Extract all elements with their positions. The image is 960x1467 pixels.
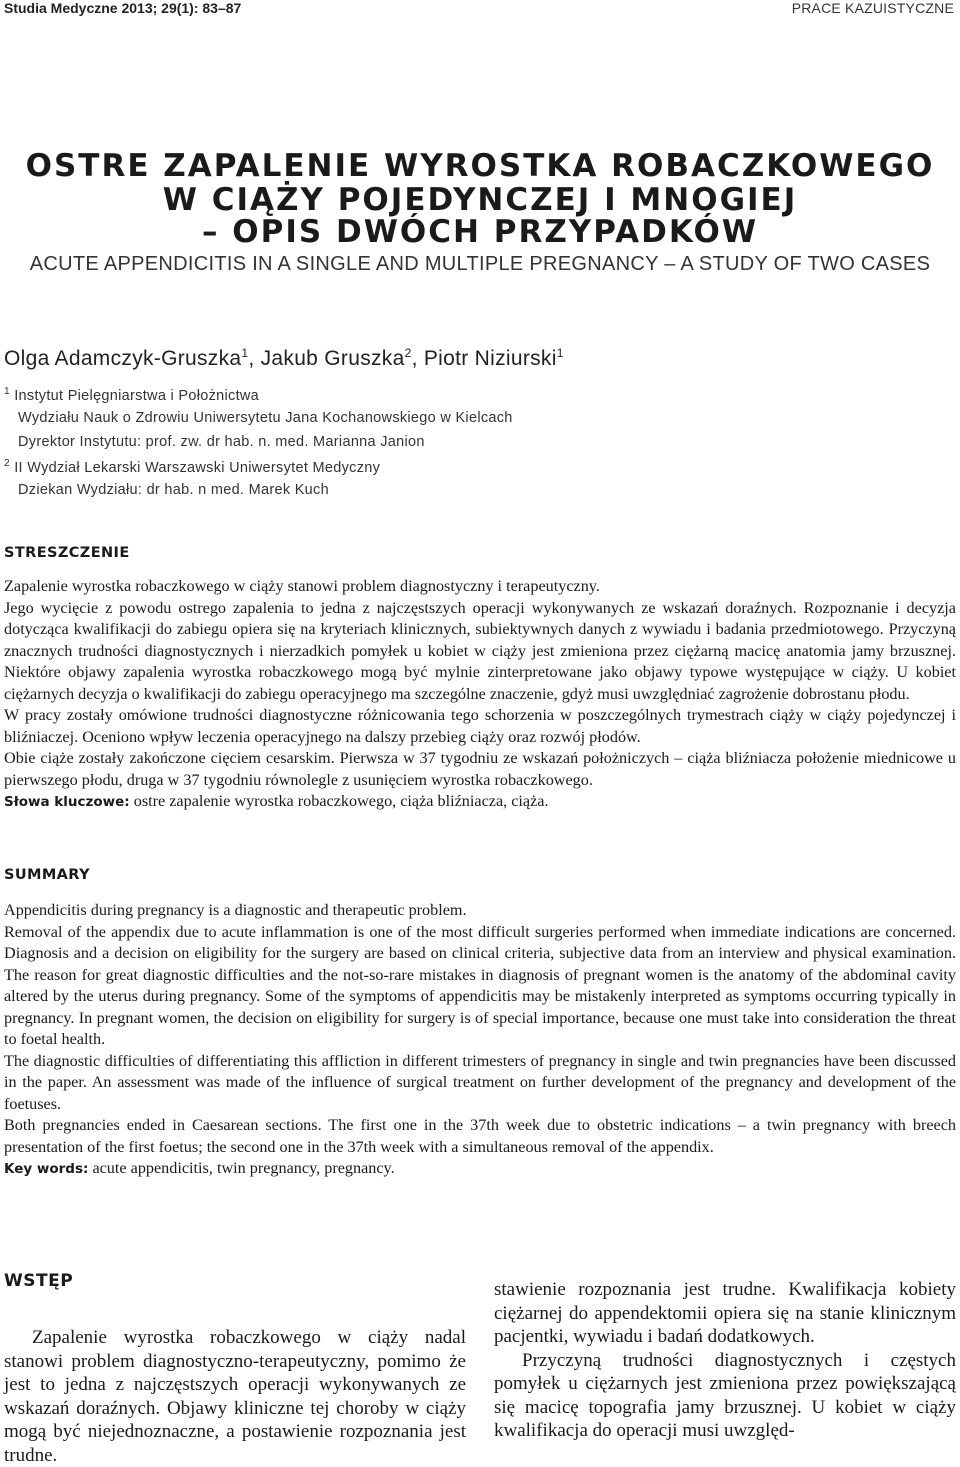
keywords-label: Key words: <box>4 1161 89 1177</box>
section-heading-introduction: WSTĘP <box>4 1271 74 1291</box>
affiliation-line <box>4 434 425 450</box>
english-title: ACUTE APPENDICITIS IN A SINGLE AND MULTIPLE PREGNANCY – A STUDY OF TWO CASES <box>29 253 931 275</box>
affiliation-mark: 1 <box>4 386 10 397</box>
abstract-paragraph: Zapalenie wyrostka robaczkowego w ciąży stanowi problem diagnostyczny i terapeutyczny. <box>4 577 600 595</box>
abstract-paragraph: W pracy zostały omówione trudności diagnostyczne różnicowania tego schorzenia w poszczególnych trymestrach ciąży w ciąży pojedynczej i bliźniaczej. Oceniono wpływ leczenia operacyjnego na dalszy przebieg ciąży oraz rozwój płodów. <box>4 706 956 746</box>
abstract-pl <box>4 576 956 814</box>
affiliation-text: Instytut Pielęgniarstwa i Położnictwa <box>14 387 260 404</box>
abstract-paragraph: Jego wycięcie z powodu ostrego zapalenia to jedna z najczęstszych operacji wykonywanych ze wskazań doraźnych. Rozpoznanie i decyzja dotycząca kwalifikacji do zabiegu opiera się na kryteriach klinicznych, subiektywnych danych z wywiadu i badania przedmiotowego. Przyczyną znacznych trudności diagnostycznych i nierzadkich pomyłek u kobiet w ciąży jest zmieniona przez ciężarną macicę anatomia jamy brzusznej. Niektóre objawy zapalenia wyrostka robaczkowego mogą być mylnie zinterpretowane jako objawy typowe występujące w ciąży. U kobiet ciężarnych decyzja o kwalifikacji do zabiegu operacyjnego ma szczególne znaczenie, gdyż musi uwzględniać zagrożenie dobrostanu płodu. <box>4 598 956 703</box>
affiliation-text: II Wydział Lekarski Warszawski Uniwersytet Medyczny <box>14 459 381 476</box>
keywords-label: Słowa kluczowe: <box>4 794 130 810</box>
title-line-3: – OPIS DWÓCH PRZYPADKÓW <box>201 214 759 250</box>
title-line-1: OSTRE ZAPALENIE WYROSTKA ROBACZKOWEGO <box>25 148 935 184</box>
author-affiliation-mark: 1 <box>556 346 564 360</box>
keywords-pl <box>4 791 956 814</box>
author-name: Olga Adamczyk-Gruszka <box>4 347 242 370</box>
author-name: , Jakub Gruszka <box>248 347 405 370</box>
author-list <box>4 346 564 371</box>
abstract-paragraph: The diagnostic difficulties of differentiating this affliction in different trimesters of pregnancy in single and twin pregnancies have been discussed in the paper. An assessment was made of the influence of surgical treatment on further development of the pregnancy and development of the foetuses. <box>4 1051 956 1113</box>
affiliation-text: Dziekan Wydziału: dr hab. n med. Marek Kuch <box>18 482 329 498</box>
abstract-heading-pl: STRESZCZENIE <box>4 545 130 561</box>
intro-paragraph: Przyczyną trudności diagnostycznych i częstych pomyłek u ciężarnych jest zmieniona przez powiększającą się macicę topografia jamy brzusznej. U kobiet w ciąży kwalifikacja do operacji musi uwzględ- <box>494 1349 956 1441</box>
abstract-en <box>4 900 956 1181</box>
abstract-paragraph: Obie ciąże zostały zakończone cięciem cesarskim. Pierwsza w 37 tygodniu ze wskazań położniczych – ciąża bliźniacza położenie miednicowe u pierwszego płodu, druga w 37 tygodniu równolegle z usunięciem wyrostka robaczkowego. <box>4 749 956 789</box>
keywords-en <box>4 1158 956 1181</box>
intro-paragraph: stawienie rozpoznania jest trudne. Kwalifikacja kobiety ciężarnej do appendektomii opiera się na stanie klinicznym pacjentki, wywiadu i badań dodatkowych. <box>494 1279 956 1347</box>
keywords-text: ostre zapalenie wyrostka robaczkowego, ciąża bliźniacza, ciąża. <box>129 792 549 810</box>
affiliation-line <box>4 410 513 426</box>
author-name: , Piotr Niziurski <box>411 347 557 370</box>
abstract-paragraph: Appendicitis during pregnancy is a diagnostic and therapeutic problem. <box>4 901 467 919</box>
affiliation-text: Dyrektor Instytutu: prof. zw. dr hab. n. med. Marianna Janion <box>18 434 425 450</box>
keywords-text: acute appendicitis, twin pregnancy, pregnancy. <box>88 1159 395 1177</box>
affiliation-text: Wydziału Nauk o Zdrowiu Uniwersytetu Jana Kochanowskiego w Kielcach <box>18 410 513 426</box>
author-affiliation-mark: 2 <box>404 346 412 360</box>
affiliation-line <box>4 458 380 476</box>
intro-column-right <box>494 1278 956 1446</box>
author-affiliation-mark: 1 <box>241 346 249 360</box>
abstract-paragraph: Removal of the appendix due to acute inflammation is one of the most difficult surgeries performed when immediate indications are concerned. Diagnosis and a decision on eligibility for the surgery are based on clinical criteria, subjective data from an interview and physical examination. The reason for great diagnostic difficulties and the not-so-rare mistakes in diagnosis of pregnant women is the anatomy of the abdominal cavity altered by the uterus during pregnancy. Some of the symptoms of appendicitis may be mistakenly interpreted as symptoms occurring typically in pregnancy. In pregnant women, the decision on eligibility for surgery is of special importance, because one must take into consideration the threat to foetal health. <box>4 922 956 1048</box>
title-line-2: W CIĄŻY POJEDYNCZEJ I MNOGIEJ <box>162 182 798 218</box>
affiliation-line <box>4 386 259 404</box>
intro-paragraph: Zapalenie wyrostka robaczkowego w ciąży nadal stanowi problem diagnostyczno-terapeutyczny, pomimo że jest to jedna z najczęstszych operacji wykonywanych ze wskazań doraźnych. Objawy kliniczne tej choroby w ciąży mogą być niejednoznaczne, a postawienie rozpoznania jest trudne. <box>4 1327 466 1466</box>
intro-column-left <box>4 1326 466 1466</box>
abstract-heading-en: SUMMARY <box>4 867 90 883</box>
journal-citation: Studia Medyczne 2013; 29(1): 83–87 <box>4 0 242 16</box>
affiliation-line <box>4 482 329 498</box>
affiliation-mark: 2 <box>4 458 10 469</box>
section-label: PRACE KAZUISTYCZNE <box>791 0 954 16</box>
abstract-paragraph: Both pregnancies ended in Caesarean sections. The first one in the 37th week due to obstetric indications – a twin pregnancy with breech presentation of the first foetus; the second one in the 37th week with a simultaneous removal of the appendix. <box>4 1116 956 1156</box>
